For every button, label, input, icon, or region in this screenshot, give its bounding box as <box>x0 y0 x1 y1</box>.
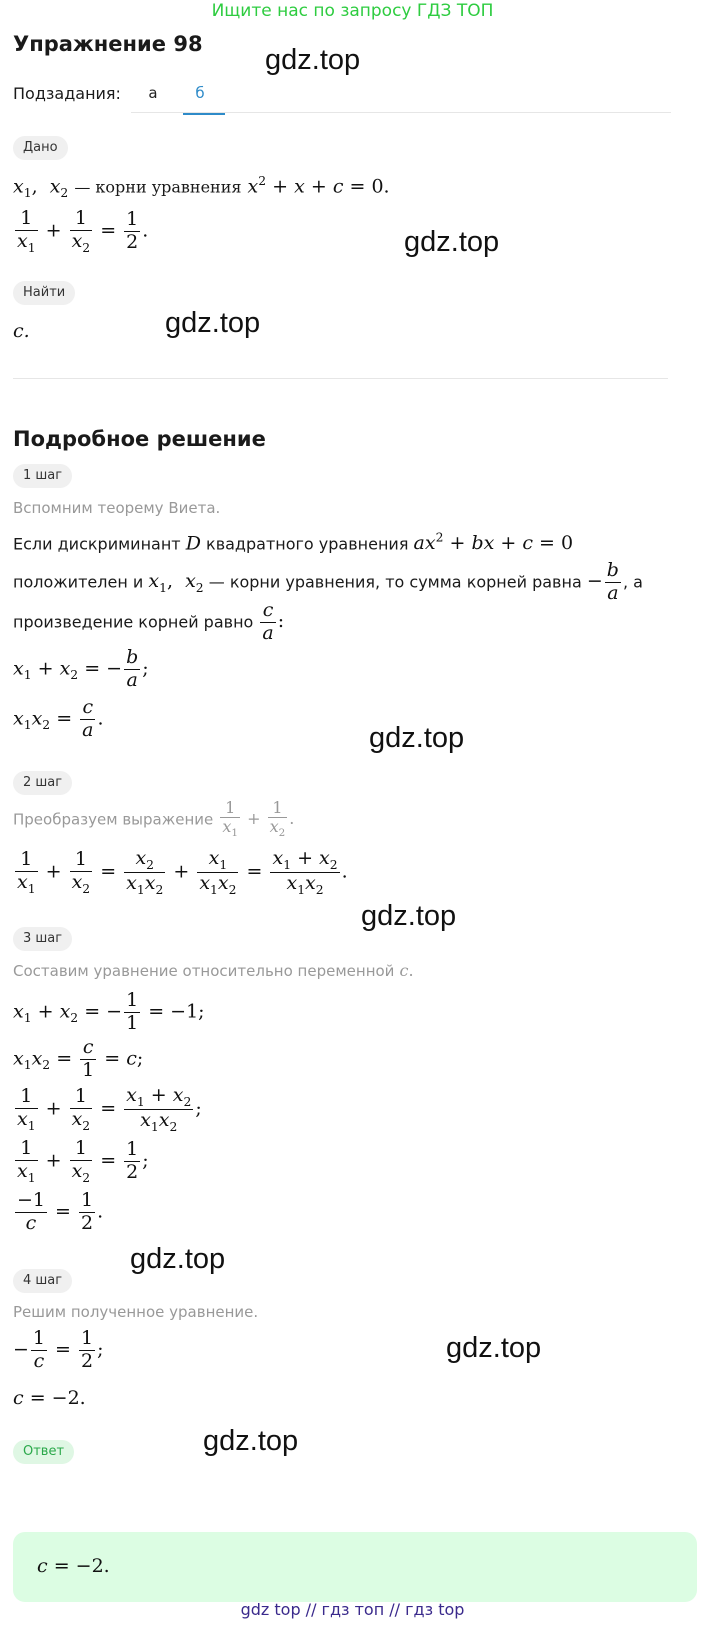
step-3-badge: 3 шаг <box>13 927 72 951</box>
watermark: gdz.top <box>165 307 261 339</box>
top-banner: Ищите нас по запросу ГДЗ ТОП <box>211 1 494 21</box>
step-2-badge: 2 шаг <box>13 771 72 795</box>
watermark: gdz.top <box>361 900 457 932</box>
find-badge: Найти <box>13 281 75 305</box>
step-4-hint: Решим полученное уравнение. <box>13 1303 259 1321</box>
answer-value: c = −2. <box>37 1555 110 1577</box>
step-1-text-2a: положителен и <box>13 572 144 592</box>
given-badge: Дано <box>13 136 68 160</box>
page-title: Упражнение 98 <box>13 32 203 56</box>
step-3-hint: Составим уравнение относительно переменной <box>13 962 395 980</box>
step-1-badge: 1 шаг <box>13 464 72 488</box>
given-roots-line: $x_1$, $x_2$ — корни уравнения $x^2 + x + c = 0$. <box>13 174 390 201</box>
given-fraction-condition: $\frac{1}{x_1}$ + $\frac{1}{x_2}$ = $\frac{1}{2}$ . <box>17 207 149 255</box>
step-3-eq-4: $\frac{1}{x_1}$ + $\frac{1}{x_2}$ = $\frac{1}{2}$ ; <box>17 1137 149 1185</box>
step-1-text-2c: , а <box>622 572 643 592</box>
answer-badge: Ответ <box>13 1440 74 1464</box>
step-3-eq-1: $x_1 + x_2$ = − $\frac{1}{1}$ = −1; <box>13 989 205 1034</box>
step-1-text-line-1: Если дискриминант D квадратного уравнения $ax^2$ + bx + c = 0 <box>13 531 574 555</box>
given-line1-text: — корни уравнения <box>74 177 242 197</box>
step-2-hint-line: Преобразуем выражение $\frac{1}{x_1}$ + $\frac{1}{x_2}$ . <box>13 798 295 840</box>
active-tab-indicator <box>183 113 225 115</box>
answer-box <box>13 1532 697 1602</box>
step-1-text-3: произведение корней равно <box>13 612 254 632</box>
watermark: gdz.top <box>369 722 465 754</box>
tabs-divider <box>131 112 671 113</box>
watermark: gdz.top <box>404 226 500 258</box>
watermark: gdz.top <box>265 44 361 76</box>
footer-links: gdz top // гдз топ // гдз top <box>240 1600 465 1619</box>
step-1-text-1a: Если дискриминант <box>13 534 181 554</box>
step-4-result: c = −2. <box>13 1387 86 1409</box>
step-1-text-1b: квадратного уравнения <box>206 534 409 554</box>
step-1-text-2b: — корни уравнения, то сумма корней равна <box>208 572 582 592</box>
section-divider <box>13 378 668 379</box>
find-variable: c. <box>13 320 30 342</box>
step-1-text-line-2: положителен и $x_1$, $x_2$ — корни уравнения, то сумма корней равна − $\frac{b}{a}$ , а <box>13 559 643 604</box>
watermark: gdz.top <box>130 1243 226 1275</box>
step-3-eq-5: $\frac{-1}{c}$ = $\frac{1}{2}$ . <box>17 1189 104 1234</box>
tab-a[interactable]: а <box>148 84 158 102</box>
step-3-eq-2: $x_1x_2$ = $\frac{c}{1}$ = c; <box>13 1036 144 1081</box>
step-1-text-line-3: произведение корней равно $\frac{c}{a}$ : <box>13 599 285 644</box>
step-2-transform: $\frac{1}{x_1}$ + $\frac{1}{x_2}$ = $\frac{x_2}{x_1x_2}$ + $\frac{x_1}{x_1x_2}$ = $\frac{x_1 + x_2}{x_1x_2}$ . <box>17 847 348 897</box>
step-4-badge: 4 шаг <box>13 1269 72 1293</box>
vieta-product: $x_1x_2$ = $\frac{c}{a}$ . <box>13 696 104 741</box>
step-3-eq-3: $\frac{1}{x_1}$ + $\frac{1}{x_2}$ = $\frac{x_1 + x_2}{x_1x_2}$ ; <box>17 1084 202 1134</box>
step-3-hint-line: Составим уравнение относительно переменной c. <box>13 961 414 980</box>
subtasks-label: Подзадания: <box>13 84 121 103</box>
step-2-hint: Преобразуем выражение <box>13 810 214 829</box>
step-4-eq-1: − $\frac{1}{c}$ = $\frac{1}{2}$ ; <box>13 1327 104 1372</box>
solution-title: Подробное решение <box>13 427 266 451</box>
vieta-sum: $x_1 + x_2$ = − $\frac{b}{a}$ ; <box>13 646 149 691</box>
watermark: gdz.top <box>446 1332 542 1364</box>
tab-b[interactable]: б <box>195 84 205 102</box>
watermark: gdz.top <box>203 1425 299 1457</box>
step-1-hint: Вспомним теорему Виета. <box>13 499 221 517</box>
